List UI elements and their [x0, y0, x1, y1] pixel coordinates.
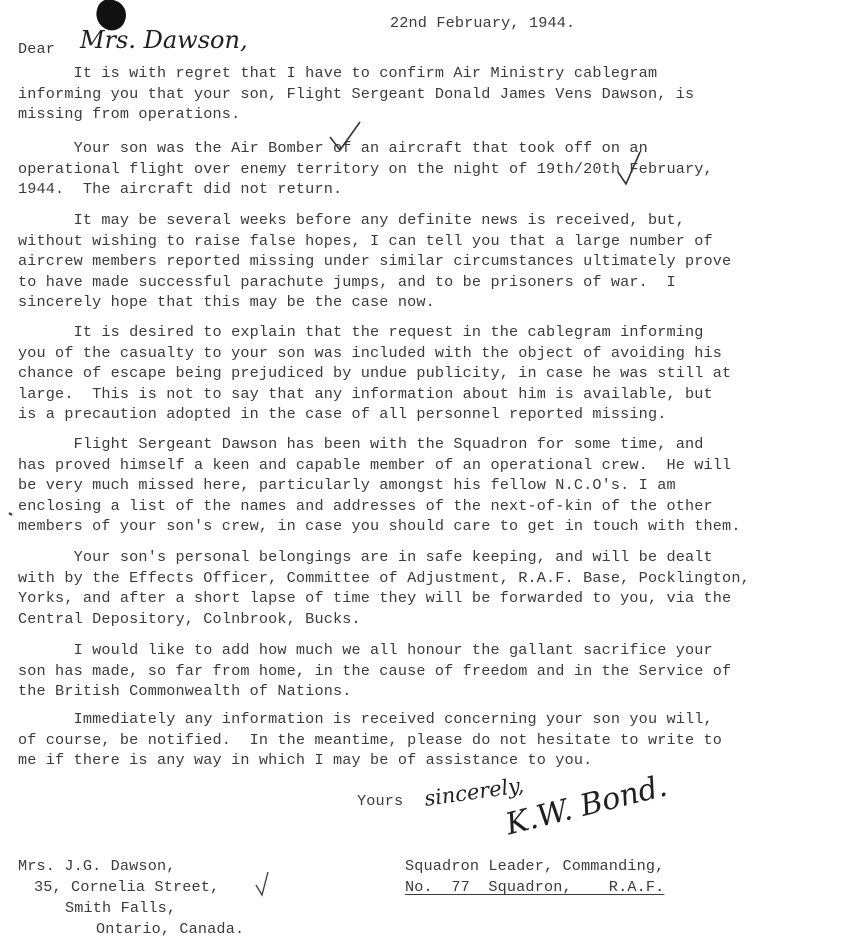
body-line: with by the Effects Officer, Committee of Adjustment, R.A.F. Base, Pocklington, [18, 568, 750, 587]
body-line: members of your son's crew, in case you should care to get in touch with them. [18, 517, 741, 535]
signatory-unit: No. 77 Squadron, R.A.F. [405, 878, 665, 896]
body-line: Immediately any information is received concerning your son you will, [18, 710, 713, 728]
body-line: chance of escape being prejudiced by undue publicity, in case he was still at [18, 364, 732, 382]
body-line: me if there is any way in which I may be of assistance to you. [18, 751, 593, 769]
signature: K.W. Bond. [502, 768, 671, 843]
body-line: missing from operations. [18, 105, 241, 123]
body-line: Flight Sergeant Dawson has been with the Squadron for some time, and [18, 435, 704, 453]
closing-handwritten: sincerely, [422, 773, 526, 811]
body-line: of course, be notified. In the meantime, please do not hesitate to write to [18, 730, 723, 749]
body-line: large. This is not to say that any information about him is available, but [18, 384, 713, 403]
body-line: aircrew members reported missing under similar circumstances ultimately prove [18, 252, 732, 270]
body-line: It is with regret that I have to confirm Air Ministry cablegram [18, 64, 658, 82]
body-line: you of the casualty to your son was included with the object of avoiding his [18, 343, 723, 362]
body-line: Yorks, and after a short lapse of time they will be forwarded to you, via the [18, 589, 732, 607]
body-line: Your son was the Air Bomber of an aircraft that took off on an [18, 139, 648, 157]
body-line: is a precaution adopted in the case of all personnel reported missing. [18, 405, 667, 423]
recipient-address-line-1: Mrs. J.G. Dawson, [18, 857, 176, 875]
pen-stroke [9, 513, 12, 515]
recipient-address-line-3: Smith Falls, [65, 899, 177, 917]
body-line: 1944. The aircraft did not return. [18, 180, 343, 198]
body-line: It is desired to explain that the request in the cablegram informing [18, 323, 704, 341]
letter-date: 22nd February, 1944. [390, 14, 576, 32]
recipient-address-line-2: 35, Cornelia Street, [34, 878, 220, 896]
body-line: has proved himself a keen and capable member of an operational crew. He will [18, 455, 732, 474]
body-line: enclosing a list of the names and addresses of the next-of-kin of the other [18, 496, 713, 515]
body-line: the British Commonwealth of Nations. [18, 682, 352, 700]
closing: Yours [357, 792, 404, 810]
salutation: Dear [18, 40, 56, 58]
body-line: son has made, so far from home, in the cause of freedom and in the Service of [18, 661, 732, 680]
salutation-name-handwritten: Mrs. Dawson, [80, 26, 248, 54]
body-line: Your son's personal belongings are in safe keeping, and will be dealt [18, 548, 713, 566]
body-line: without wishing to raise false hopes, I can tell you that a large number of [18, 231, 713, 250]
recipient-address-line-4: Ontario, Canada. [96, 920, 245, 938]
body-line: It may be several weeks before any definite news is received, but, [18, 211, 686, 229]
body-line: to have made successful parachute jumps, and to be prisoners of war. I [18, 272, 676, 291]
body-line: I would like to add how much we all honour the gallant sacrifice your [18, 641, 713, 659]
body-line: be very much missed here, particularly amongst his fellow N.C.O's. I am [18, 476, 676, 494]
body-line: operational flight over enemy territory on the night of 19th/20th February, [18, 159, 713, 178]
check-mark-icon [256, 872, 268, 895]
body-line: informing you that your son, Flight Sergeant Donald James Vens Dawson, is [18, 84, 695, 103]
signatory-rank: Squadron Leader, Commanding, [405, 857, 665, 875]
body-line: sincerely hope that this may be the case now. [18, 293, 435, 311]
body-line: Central Depository, Colnbrook, Bucks. [18, 609, 361, 628]
